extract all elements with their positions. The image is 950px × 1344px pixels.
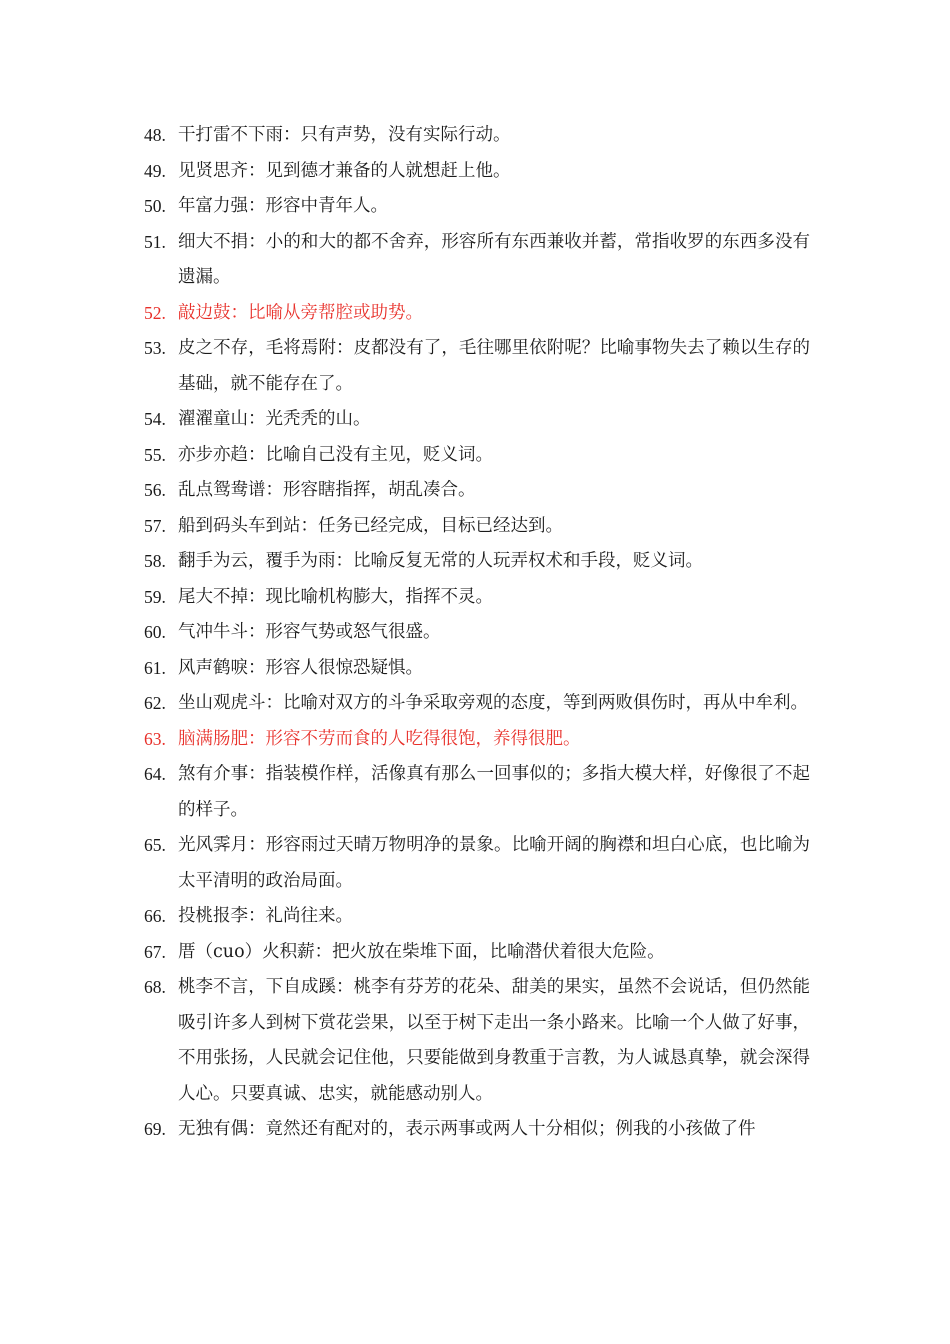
entry-number: 66. [144, 906, 166, 926]
entry-text: 厝（cuo）火积薪：把火放在柴堆下面，比喻潜伏着很大危险。 [178, 941, 665, 962]
entry-number: 56. [144, 480, 166, 500]
idiom-entry [144, 225, 810, 296]
idiom-entry [144, 1112, 810, 1148]
entry-text: 细大不捐：小的和大的都不舍弃，形容所有东西兼收并蓄，常指收罗的东西多没有遗漏。 [178, 231, 810, 287]
entry-number: 53. [144, 338, 166, 358]
entry-text: 濯濯童山：光秃秃的山。 [178, 409, 371, 429]
entry-text: 光风霁月：形容雨过天晴万物明净的景象。比喻开阔的胸襟和坦白心底，也比喻为太平清明的政治局面。 [178, 835, 810, 891]
idiom-entry [144, 580, 810, 616]
idiom-entry [144, 296, 810, 332]
entry-text: 年富力强：形容中青年人。 [178, 196, 388, 216]
entry-text: 亦步亦趋：比喻自己没有主见，贬义词。 [178, 444, 493, 465]
idiom-entry [144, 970, 810, 1112]
entry-number: 61. [144, 657, 166, 678]
entry-number: 69. [144, 1119, 166, 1139]
idiom-entry [144, 757, 810, 828]
entry-number: 67. [144, 941, 166, 962]
entry-number: 63. [144, 728, 166, 749]
entry-text: 无独有偶：竟然还有配对的，表示两事或两人十分相似；例我的小孩做了件 [178, 1119, 756, 1139]
entry-text: 气冲牛斗：形容气势或怒气很盛。 [178, 622, 441, 642]
idiom-entry [144, 686, 810, 722]
entry-text: 干打雷不下雨：只有声势，没有实际行动。 [178, 125, 511, 145]
idiom-entry [144, 331, 810, 402]
idiom-entry [144, 722, 810, 758]
idiom-entry [144, 828, 810, 899]
idiom-entry [144, 651, 810, 687]
entry-text: 坐山观虎斗：比喻对双方的斗争采取旁观的态度，等到两败俱伤时，再从中牟利。 [178, 693, 808, 713]
idiom-list [144, 118, 810, 1148]
idiom-entry [144, 473, 810, 509]
entry-number: 62. [144, 693, 166, 713]
idiom-entry [144, 438, 810, 474]
idiom-entry [144, 402, 810, 438]
entry-text: 脑满肠肥：形容不劳而食的人吃得很饱，养得很肥。 [178, 728, 581, 749]
idiom-entry [144, 118, 810, 154]
entry-text: 煞有介事：指装模作样，活像真有那么一回事似的；多指大模大样，好像很了不起的样子。 [178, 764, 810, 820]
entry-number: 68. [144, 977, 166, 997]
idiom-entry [144, 544, 810, 580]
entry-text: 敲边鼓：比喻从旁帮腔或助势。 [178, 302, 423, 323]
entry-number: 59. [144, 586, 166, 607]
entry-text: 翻手为云，覆手为雨：比喻反复无常的人玩弄权术和手段，贬义词。 [178, 551, 703, 571]
idiom-entry [144, 189, 810, 225]
idiom-entry [144, 899, 810, 935]
entry-text: 见贤思齐：见到德才兼备的人就想赶上他。 [178, 160, 511, 181]
entry-number: 49. [144, 160, 166, 181]
idiom-entry [144, 154, 810, 190]
idiom-entry [144, 615, 810, 651]
entry-number: 48. [144, 125, 166, 145]
entry-text: 船到码头车到站：任务已经完成，目标已经达到。 [178, 515, 563, 536]
entry-number: 58. [144, 551, 166, 571]
entry-text: 乱点鸳鸯谱：形容瞎指挥，胡乱凑合。 [178, 480, 476, 500]
entry-number: 51. [144, 231, 166, 252]
entry-text: 风声鹤唳：形容人很惊恐疑惧。 [178, 657, 423, 678]
entry-number: 60. [144, 622, 166, 642]
entry-number: 55. [144, 444, 166, 465]
entry-number: 65. [144, 835, 166, 855]
entry-number: 57. [144, 515, 166, 536]
entry-text: 皮之不存，毛将焉附：皮都没有了，毛往哪里依附呢？比喻事物失去了赖以生存的基础，就不能存在了。 [178, 338, 810, 394]
entry-number: 50. [144, 196, 166, 216]
entry-number: 52. [144, 302, 166, 323]
entry-text: 投桃报李：礼尚往来。 [178, 906, 353, 926]
entry-number: 54. [144, 409, 166, 429]
entry-text: 尾大不掉：现比喻机构膨大，指挥不灵。 [178, 586, 493, 607]
entry-text: 桃李不言，下自成蹊：桃李有芬芳的花朵、甜美的果实，虽然不会说话，但仍然能吸引许多人到树下赏花尝果，以至于树下走出一条小路来。比喻一个人做了好事，不用张扬，人民就会记住他，只要能做到身教重于言教，为人诚恳真挚，就会深得人心。只要真诚、忠实，就能感动别人。 [178, 977, 810, 1104]
idiom-entry [144, 509, 810, 545]
idiom-entry [144, 935, 810, 971]
entry-number: 64. [144, 764, 166, 784]
